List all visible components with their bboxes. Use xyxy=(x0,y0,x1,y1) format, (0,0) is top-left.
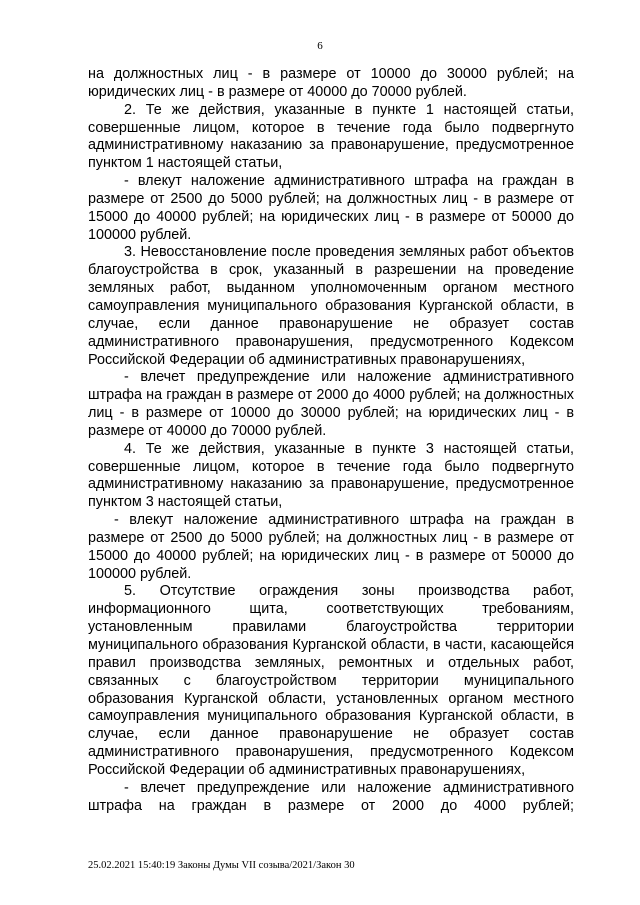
paragraph: - влечет предупреждение или наложение административного штрафа на граждан в размере от 2000 до 4000 рублей; xyxy=(88,779,574,814)
paragraph: 3. Невосстановление после проведения земляных работ объектов благоустройства в срок, указанный в разрешении на проведение земляных работ, выданном уполномоченным органом местного самоуправления муниципального образования Курганской области, в случае, если данное правонарушение не образует состав административного правонарушения, предусмотренного Кодексом Российской Федерации об административных правонарушениях, xyxy=(88,244,574,368)
paragraph: - влечет предупреждение или наложение административного штрафа на граждан в размере от 2000 до 4000 рублей; на должностных лиц - в размере от 10000 до 30000 рублей; на юридических лиц - в размере от 40000 до 70000 рублей. xyxy=(88,369,574,439)
paragraph: - влекут наложение административного штрафа на граждан в размере от 2500 до 5000 рублей; на должностных лиц - в размере от 15000 до 40000 рублей; на юридических лиц - в размере от 50000 до 100000 рублей. xyxy=(88,512,574,582)
paragraph: 5. Отсутствие ограждения зоны производства работ, информационного щита, соответствующих требованиям, установленным правилами благоустройства территории муниципального образования Курганской области, в части, касающейся правил производства земляных, ремонтных и отдельных работ, связанных с благоустройством территории муниципального образования Курганской области, установленных органом местного самоуправления муниципального образования Курганской области, в случае, если данное правонарушение не образует состав административного правонарушения, предусмотренного Кодексом Российской Федерации об административных правонарушениях, xyxy=(88,583,574,778)
paragraph: 2. Те же действия, указанные в пункте 1 настоящей статьи, совершенные лицом, которое в течение года было подвергнуто административному наказанию за правонарушение, предусмотренное пунктом 1 настоящей статьи, xyxy=(88,101,574,172)
paragraph: 4. Те же действия, указанные в пункте 3 настоящей статьи, совершенные лицом, которое в течение года было подвергнуто административному наказанию за правонарушение, предусмотренное пунктом 3 настоящей статьи, xyxy=(88,440,574,511)
paragraph: на должностных лиц - в размере от 10000 до 30000 рублей; на юридических лиц - в размере от 40000 до 70000 рублей. xyxy=(88,66,574,100)
document-body xyxy=(88,66,574,815)
page-number: 6 xyxy=(317,40,323,52)
footer-stamp: 25.02.2021 15:40:19 Законы Думы VII созыва/2021/Закон 30 xyxy=(88,860,355,871)
paragraph: - влекут наложение административного штрафа на граждан в размере от 2500 до 5000 рублей; на должностных лиц - в размере от 15000 до 40000 рублей; на юридических лиц - в размере от 50000 до 100000 рублей. xyxy=(88,173,574,243)
